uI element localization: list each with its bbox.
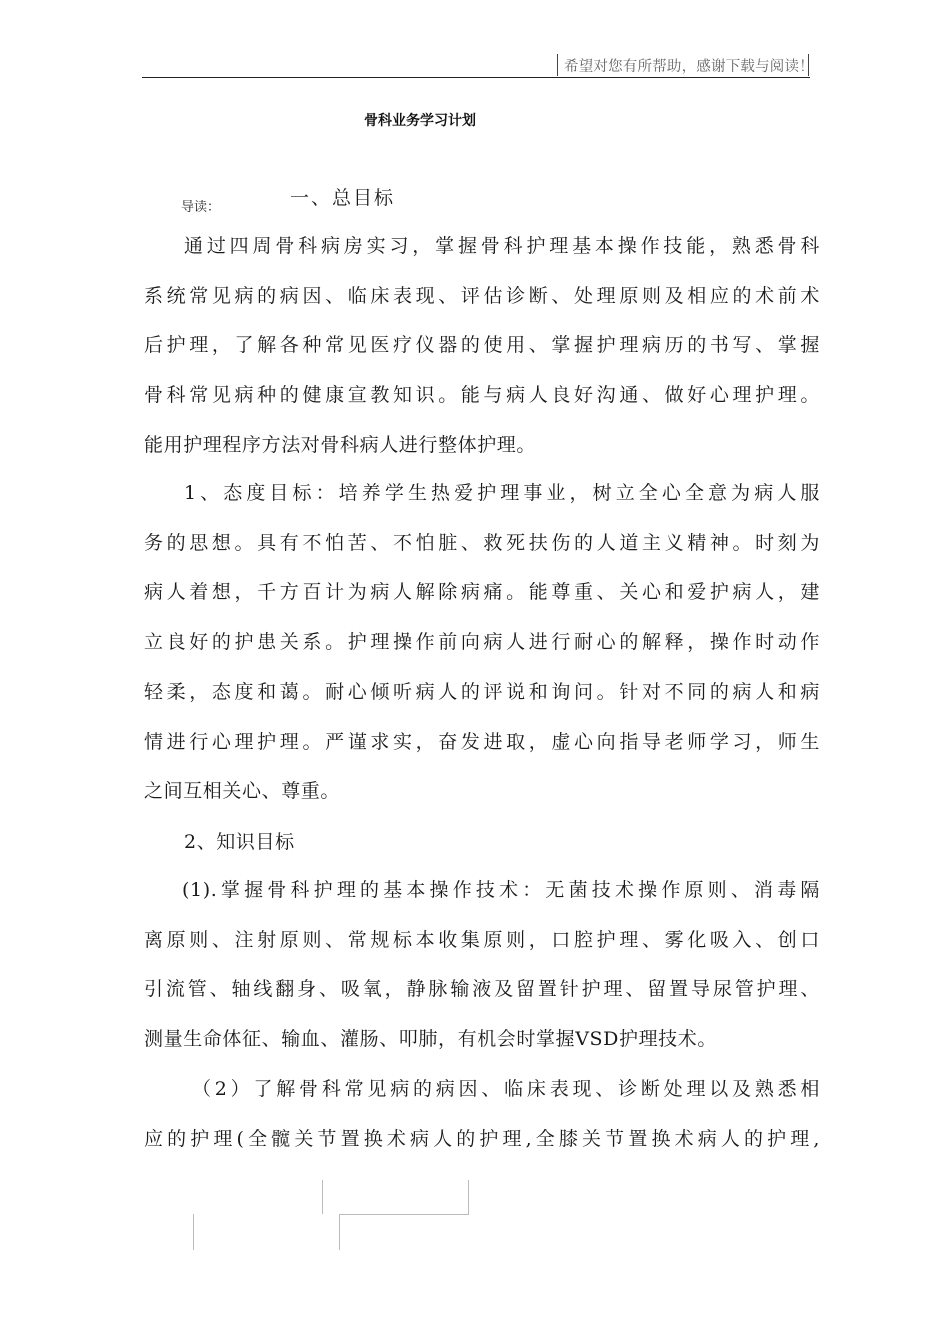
- lead-label: 导读：: [181, 200, 221, 215]
- text-line: 通过四周骨科病房实习，掌握骨科护理基本操作技能，熟悉骨科: [184, 235, 820, 257]
- text-line: 2、知识目标: [184, 831, 295, 853]
- text-line: 病人着想，千方百计为病人解除病痛。能尊重、关心和爱护病人，建: [144, 581, 820, 604]
- text-line: 系统常见病的病因、临床表现、评估诊断、处理原则及相应的术前术: [144, 284, 820, 307]
- section-heading: 一、总目标: [290, 187, 396, 209]
- text-line: 骨科常见病种的健康宣教知识。能与病人良好沟通、做好心理护理。: [144, 384, 820, 407]
- text-line: 1、态度目标：培养学生热爱护理事业，树立全心全意为病人服: [184, 482, 820, 504]
- text-line: （2）了解骨科常见病的病因、临床表现、诊断处理以及熟悉相: [192, 1078, 820, 1100]
- text-line: 情进行心理护理。严谨求实，奋发进取，虚心向指导老师学习，师生: [144, 730, 820, 753]
- table-border-fragment: [322, 1180, 323, 1214]
- header-banner-text: 希望对您有所帮助，感谢下载与阅读！: [564, 59, 814, 75]
- knowledge-goal-heading: [144, 818, 820, 868]
- text-line: 测量生命体征、输血、灌肠、叩肺，有机会时掌握VSD护理技术。: [144, 1028, 717, 1051]
- table-border-fragment: [339, 1214, 340, 1250]
- text-line: 能用护理程序方法对骨科病人进行整体护理。: [144, 433, 537, 456]
- text-line: 务的思想。具有不怕苦、不怕脏、救死扶伤的人道主义精神。时刻为: [144, 531, 820, 554]
- table-border-fragment: [339, 1214, 469, 1215]
- text-line: 立良好的护患关系。护理操作前向病人进行耐心的解释，操作时动作: [144, 631, 820, 654]
- text-line: 离原则、注射原则、常规标本收集原则，口腔护理、雾化吸入、创口: [144, 928, 820, 951]
- paragraph-knowledge-item-2: [144, 1065, 820, 1164]
- text-line: 轻柔，态度和蔼。耐心倾听病人的评说和询问。针对不同的病人和病: [144, 680, 820, 703]
- header-banner: [557, 54, 814, 76]
- text-line: 应的护理(全髋关节置换术病人的护理,全膝关节置换术病人的护理,: [144, 1127, 820, 1150]
- table-border-fragment: [468, 1180, 469, 1214]
- header-rule: [142, 77, 810, 78]
- text-line: 引流管、轴线翻身、吸氧，静脉输液及留置针护理、留置导尿管护理、: [144, 978, 820, 1001]
- paragraph-attitude-goal: [144, 469, 820, 817]
- document-title: 骨科业务学习计划: [364, 113, 476, 129]
- text-line: (1).掌握骨科护理的基本操作技术：无菌技术操作原则、消毒隔: [182, 879, 820, 901]
- paragraph-knowledge-item-1: [144, 866, 820, 1065]
- paragraph-overall-goal: [144, 222, 820, 471]
- text-line: 后护理，了解各种常见医疗仪器的使用、掌握护理病历的书写、掌握: [144, 334, 820, 357]
- text-line: 之间互相关心、尊重。: [144, 780, 341, 803]
- table-border-fragment: [193, 1214, 194, 1250]
